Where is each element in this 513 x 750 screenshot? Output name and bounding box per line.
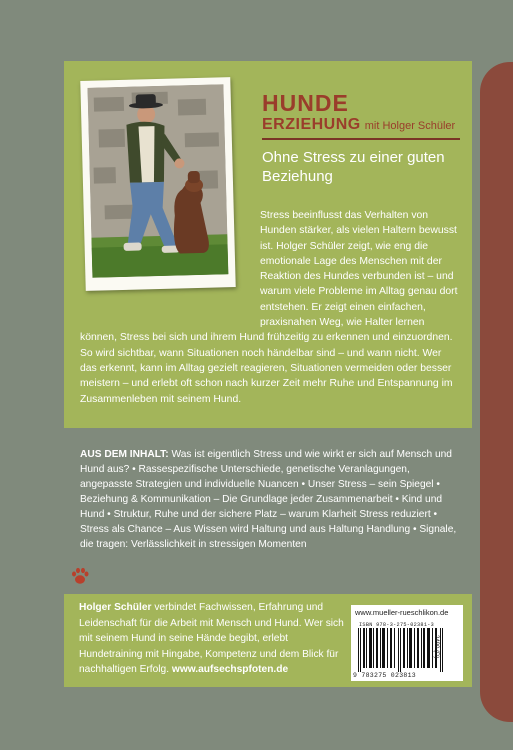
- brand-line-erziehung: ERZIEHUNG: [262, 116, 361, 133]
- brand-divider: [262, 138, 460, 140]
- book-description: [80, 208, 458, 407]
- book-subtitle: Ohne Stress zu einer guten Beziehung: [262, 149, 445, 185]
- paw-icon: [70, 566, 90, 586]
- text-wrap-spacer: [80, 208, 260, 328]
- barcode-bars: [357, 628, 445, 672]
- isbn-text: ISBN 978-3-275-02381-3: [359, 622, 435, 628]
- description-text: Stress beeinflusst das Verhalten von Hunden stärker, als vielen Haltern bewusst ist. Holger Schüler zeigt, wie eng die emotionale Lage des Menschen mit der Reaktion des Hundes verbunden ist – und warum viele Probleme im Alltag genau dort entstehen. Er zeigt einen einfachen, praxisnahen Weg, wie Halter lernen können, Stress bei sich und ihrem Hund frühzeitig zu erkennen und einzuordnen. So wird sichtbar, wann Situationen noch händelbar sind – und wann nicht. Wer das erkennt, kann im Alltag gezielt reagieren, Situationen vermeiden oder besser meistern – und erlebt oft schon nach kurzer Zeit mehr Ruhe und Entspannung im Zusammenleben mit seinem Hund.: [80, 210, 458, 405]
- author-bio-text: verbindet Fachwissen, Erfahrung und Leidenschaft für die Arbeit mit Mensch und Hund. Wer sich mit seinem Hund in seine Hände begibt, erlebt Hundetraining mit Hingabe, Kompetenz und dem Blick für nachhaltigen Erfolg.: [79, 602, 344, 675]
- contents-heading: AUS DEM INHALT:: [80, 449, 169, 460]
- book-spine-edge: [480, 62, 513, 722]
- publisher-url: www.mueller-rueschlikon.de: [355, 608, 449, 617]
- author-name: Holger Schüler: [79, 602, 152, 613]
- brand-line-hunde: HUNDE: [262, 90, 349, 116]
- contents-text: Was ist eigentlich Stress und wie wirkt er sich auf Mensch und Hund aus? • Rassespezifische Unterschiede, genetische Veranlagungen, angepasste Strategien und individuelle Nuancen • Unser Stress – sein Spiegel • Beziehung & Kommunikation – Die Grundlage jeder Zusammenarbeit • Kind und Hund • Struktur, Ruhe und der sichere Platz – warum Klarheit Stress reduziert • Stress als Chance – Aus Wissen wird Haltung und aus Haltung Handlung • Signale, die tragen: Verlässlichkeit in stressigen Momenten: [80, 449, 457, 550]
- barcode-box: [351, 605, 463, 681]
- author-website[interactable]: www.aufsechspfoten.de: [171, 664, 289, 675]
- barcode-digits: 9 783275 023813: [353, 672, 417, 679]
- contents-summary: [80, 447, 460, 552]
- price-label: 2490 (D): [433, 635, 439, 659]
- brand-line-author: mit Holger Schüler: [364, 120, 456, 132]
- author-bio: [79, 600, 349, 678]
- series-brand: [262, 92, 467, 133]
